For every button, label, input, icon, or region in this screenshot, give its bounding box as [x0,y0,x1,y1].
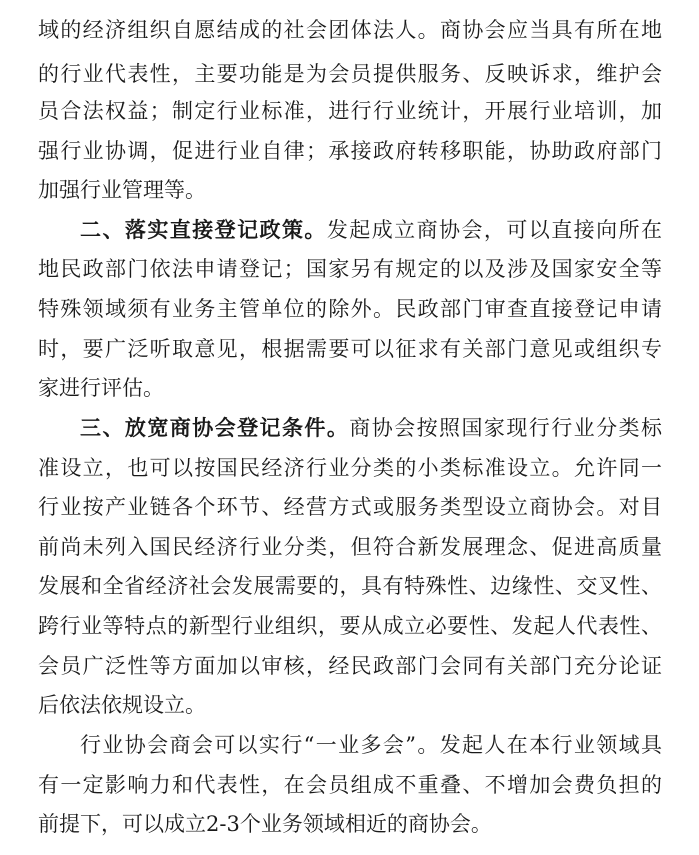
paragraph-1-line-4: 强行业协调，促进行业自律；承接政府转移职能，协助政府部门 [38,139,662,163]
paragraph-2-line-5: 家进行评估。 [38,376,164,400]
paragraph-2-line-4: 时，要广泛听取意见，根据需要可以征求有关部门意见或组织专 [38,337,662,361]
paragraph-1-line-1: 域的经济组织自愿结成的社会团体法人。商协会应当具有所在地 [38,18,662,42]
paragraph-3-line-5: 发展和全省经济社会发展需要的，具有特殊性、边缘性、交叉性、 [38,574,662,598]
paragraph-1-line-5: 加强行业管理等。 [38,178,206,202]
paragraph-3-line-6: 跨行业等特点的新型行业组织，要从成立必要性、发起人代表性、 [38,614,662,638]
paragraph-3-line-1 [80,415,662,441]
paragraph-3-line-2: 准设立，也可以按国民经济行业分类的小类标准设立。允许同一 [38,456,662,480]
paragraph-4-line-3: 前提下，可以成立2-3个业务领域相近的商协会。 [38,812,492,836]
paragraph-2-line-1-text: 发起成立商协会，可以直接向所在 [326,218,663,242]
paragraph-3-line-4: 前尚未列入国民经济行业分类，但符合新发展理念、促进高质量 [38,535,662,559]
paragraph-3-line-1-text: 商协会按照国家现行行业分类标 [349,416,663,440]
paragraph-1-line-2: 的行业代表性，主要功能是为会员提供服务、反映诉求，维护会 [38,62,662,86]
paragraph-2-line-3: 特殊领域须有业务主管单位的除外。民政部门审查直接登记申请 [38,297,662,321]
paragraph-3-line-7: 会员广泛性等方面加以审核，经民政部门会同有关部门充分论证 [38,654,662,678]
paragraph-4-line-1: 行业协会商会可以实行“一业多会”。发起人在本行业领域具 [80,733,662,757]
paragraph-2-line-2: 地民政部门依法申请登记；国家另有规定的以及涉及国家安全等 [38,257,662,281]
paragraph-3-line-3: 行业按产业链各个环节、经营方式或服务类型设立商协会。对目 [38,495,662,519]
paragraph-2-line-1 [80,217,662,243]
paragraph-3-heading: 三、放宽商协会登记条件。 [80,415,350,440]
paragraph-4-line-2: 有一定影响力和代表性，在会员组成不重叠、不增加会费负担的 [38,773,662,797]
paragraph-2-heading: 二、落实直接登记政策。 [80,217,327,242]
paragraph-3-line-8: 后依法依规设立。 [38,693,206,717]
paragraph-1-line-3: 员合法权益；制定行业标准，进行行业统计，开展行业培训，加 [38,99,662,123]
